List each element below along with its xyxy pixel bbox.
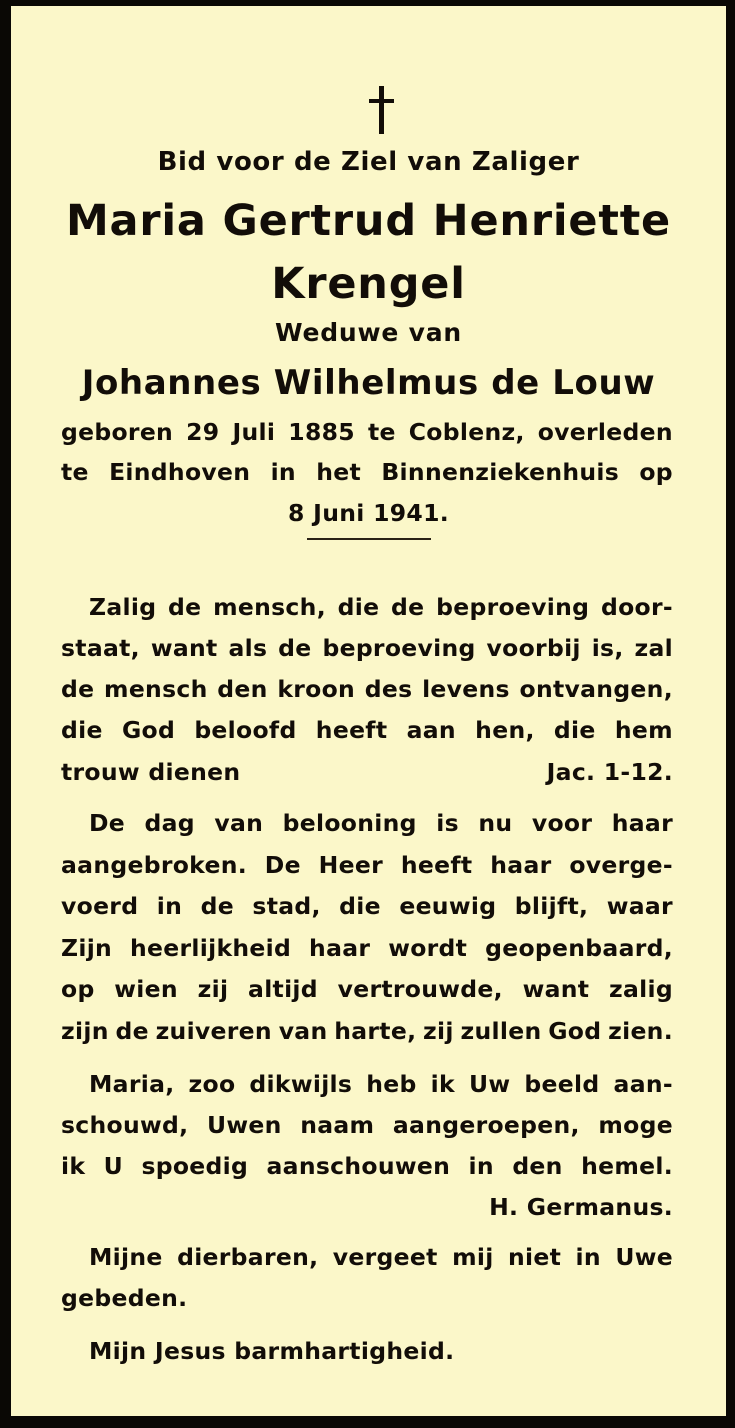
verse3-line3 [61, 1152, 673, 1180]
word: in [468, 1152, 494, 1180]
word: de [391, 593, 425, 621]
word: heeft [315, 716, 388, 744]
verse2-line4 [61, 934, 673, 962]
word: Zalig [89, 593, 157, 621]
word: De [89, 809, 126, 837]
word: het [316, 458, 362, 486]
word: voorbij [486, 634, 581, 662]
word: heb [366, 1070, 417, 1098]
word: is [436, 809, 459, 837]
word: waar [606, 892, 673, 920]
memorial-card [11, 6, 726, 1416]
word: ontvangen, [519, 675, 673, 703]
word: levens [422, 675, 510, 703]
word: blijft, [514, 892, 589, 920]
verse2-line2 [61, 851, 673, 879]
word: die [553, 716, 596, 744]
word: aan [406, 716, 456, 744]
word: wien [114, 975, 178, 1003]
word: nu [478, 809, 513, 837]
word: heeft [400, 851, 473, 879]
word: naam [300, 1111, 375, 1139]
word: moge [598, 1111, 673, 1139]
word: Uw [468, 1070, 511, 1098]
word: 1885 [288, 418, 355, 446]
word: Zijn [61, 934, 113, 962]
word: ik [430, 1070, 455, 1098]
word: voerd [61, 892, 139, 920]
death-date: 8 Juni 1941. [288, 499, 449, 527]
word: voor [531, 809, 593, 837]
word: Juli [232, 418, 276, 446]
word: beeld [524, 1070, 600, 1098]
word: zullen [460, 1017, 542, 1045]
word: aangebroken. [61, 851, 247, 879]
word: vertrouwde, [337, 975, 503, 1003]
word: den [217, 675, 268, 703]
word: op [61, 975, 95, 1003]
word: aan- [613, 1070, 673, 1098]
word: kroon [277, 675, 356, 703]
word: van [278, 1017, 328, 1045]
word: zoo [188, 1070, 236, 1098]
verse2-line6 [61, 1017, 673, 1045]
word: De [264, 851, 301, 879]
word: 29 [186, 418, 220, 446]
closing-prayer: Mijn Jesus barmhartigheid. [89, 1337, 455, 1365]
word: te [367, 418, 396, 446]
word: spoedig [141, 1152, 249, 1180]
word: de [61, 675, 95, 703]
word: altijd [248, 975, 318, 1003]
word: dierbaren, [177, 1243, 319, 1271]
verse1-citation: Jac. 1-12. [546, 758, 673, 786]
word: God [548, 1017, 602, 1045]
plea-line2: gebeden. [61, 1284, 188, 1312]
word: zij [423, 1017, 454, 1045]
word: in [270, 458, 296, 486]
word: is, [591, 634, 624, 662]
verse1-line1 [89, 593, 673, 621]
word: overleden [537, 418, 673, 446]
word: in [575, 1243, 601, 1271]
word: God [121, 716, 176, 744]
word: zal [634, 634, 673, 662]
word: in [156, 892, 183, 920]
word: zuiveren [155, 1017, 272, 1045]
word: haar [611, 809, 673, 837]
word: mensch, [213, 593, 326, 621]
word: die [339, 892, 381, 920]
word: beproeving [436, 593, 590, 621]
word: haar [309, 934, 371, 962]
word: mensch [104, 675, 208, 703]
word: de [200, 892, 234, 920]
plea-line1 [89, 1243, 673, 1271]
widow-label: Weduwe van [274, 318, 463, 347]
word: vergeet [332, 1243, 438, 1271]
word: Heer [318, 851, 384, 879]
word: zalig [609, 975, 673, 1003]
word: de [115, 1017, 149, 1045]
word: belooning [282, 809, 417, 837]
word: overge- [569, 851, 673, 879]
word: van [214, 809, 264, 837]
husband-name: Johannes Wilhelmus de Louw [81, 363, 656, 403]
word: stad, [252, 892, 321, 920]
word: niet [507, 1243, 562, 1271]
word: op [639, 458, 673, 486]
word: U [103, 1152, 124, 1180]
word: hem [614, 716, 673, 744]
verse1-line3 [61, 675, 673, 703]
word: Coblenz, [408, 418, 525, 446]
word: als [228, 634, 268, 662]
cross-icon [367, 86, 397, 138]
verse3-line2 [61, 1111, 673, 1139]
deceased-name-line1: Maria Gertrud Henriette [65, 196, 672, 246]
word: dikwijls [249, 1070, 353, 1098]
word: beproeving [322, 634, 476, 662]
word: zijn [61, 1017, 109, 1045]
deceased-name-line2: Krengel [271, 259, 466, 309]
word: Mijne [89, 1243, 163, 1271]
word: wordt [388, 934, 468, 962]
divider-rule [307, 538, 431, 540]
prayer-header: Bid voor de Ziel van Zaliger [157, 147, 580, 177]
birth-line-1 [61, 418, 673, 446]
word: want [150, 634, 218, 662]
verse2-line5 [61, 975, 673, 1003]
word: want [522, 975, 590, 1003]
word: geopenbaard, [485, 934, 673, 962]
verse1-line4 [61, 716, 673, 744]
word: Binnenziekenhuis [381, 458, 620, 486]
word: Eindhoven [109, 458, 251, 486]
word: die [337, 593, 380, 621]
verse2-line1 [89, 809, 673, 837]
word: hemel. [581, 1152, 673, 1180]
word: te [61, 458, 89, 486]
verse3-line1 [89, 1070, 673, 1098]
word: haar [490, 851, 552, 879]
word: heerlijkheid [130, 934, 292, 962]
verse1-line2 [61, 634, 673, 662]
word: staat, [61, 634, 140, 662]
word: harte, [334, 1017, 417, 1045]
word: beloofd [194, 716, 297, 744]
word: Uwe [615, 1243, 673, 1271]
word: eeuwig [399, 892, 497, 920]
word: die [61, 716, 103, 744]
word: mij [452, 1243, 494, 1271]
word: de [278, 634, 312, 662]
word: zij [197, 975, 229, 1003]
word: dag [144, 809, 195, 837]
word: hen, [475, 716, 535, 744]
word: zien. [608, 1017, 673, 1045]
word: aangeroepen, [392, 1111, 580, 1139]
word: de [168, 593, 202, 621]
word: ik [61, 1152, 86, 1180]
verse2-line3 [61, 892, 673, 920]
word: des [364, 675, 413, 703]
verse1-line5: trouw dienen [61, 758, 241, 786]
word: den [512, 1152, 563, 1180]
word: geboren [61, 418, 174, 446]
word: schouwd, [61, 1111, 189, 1139]
birth-line-2 [61, 458, 673, 486]
word: aanschouwen [266, 1152, 451, 1180]
word: Uwen [206, 1111, 282, 1139]
verse3-citation: H. Germanus. [489, 1193, 673, 1221]
word: Maria, [89, 1070, 175, 1098]
word: door- [600, 593, 673, 621]
